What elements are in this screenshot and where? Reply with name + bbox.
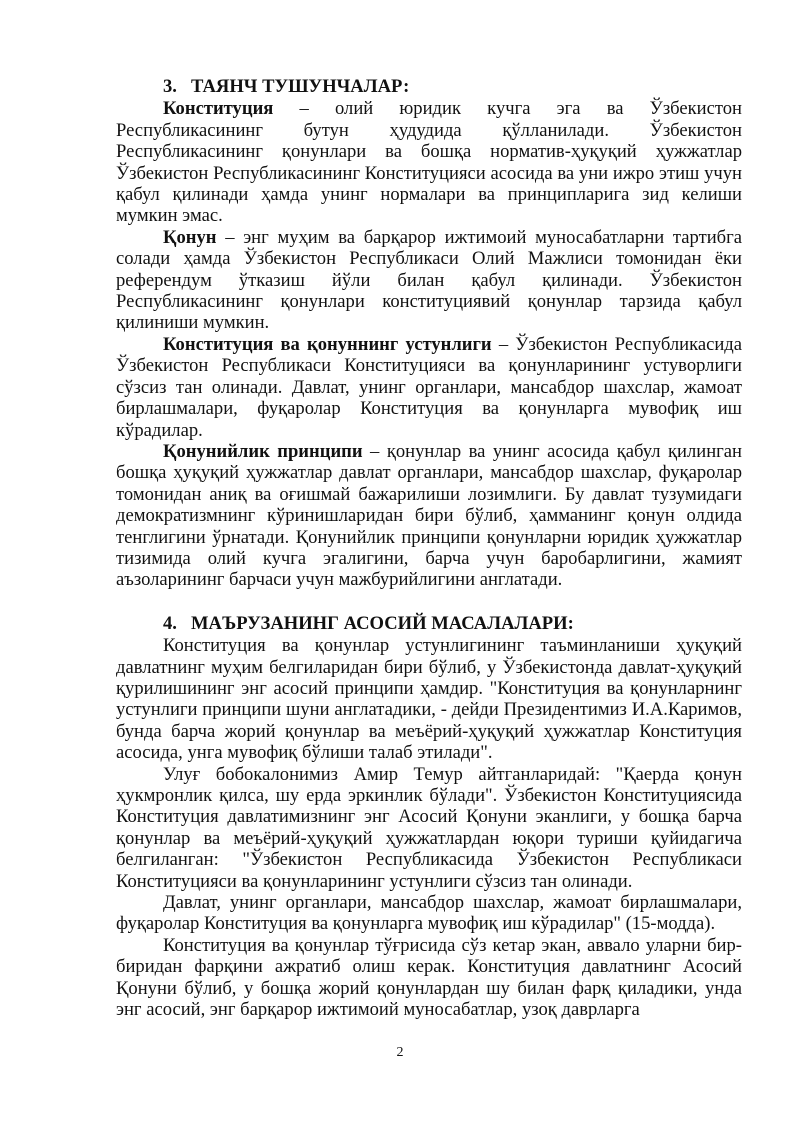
definition-term: Қонунийлик принципи [163, 440, 363, 462]
section-heading-main-issues [116, 613, 742, 634]
section-heading-key-concepts [116, 76, 742, 97]
section-title: МАЪРУЗАНИНГ АСОСИЙ МАСАЛАЛАРИ: [191, 612, 574, 634]
definition-dash: – [491, 333, 516, 355]
definition-text: Ўзбекистон Республикасида Ўзбекистон Республикаси Конституцияси ва қонунларининг устуворлиги сўзсиз тан олинади. Давлат, унинг органлари, мансабдор шахслар, жамоат бирлашмалари, фуқаролар Конституция ва қонунларга мувофиқ иш кўрадилар. [116, 333, 742, 441]
section-spacer [116, 591, 742, 613]
definition-term: Қонун [163, 226, 217, 248]
page-number: 2 [396, 1045, 404, 1060]
body-paragraph: Давлат, унинг органлари, мансабдор шахслар, жамоат бирлашмалари, фуқаролар Конституция ва қонунларга мувофиқ иш кўрадилар" (15-модда). [116, 892, 742, 935]
definition-dash: – [216, 226, 244, 248]
section-number: 4. [163, 612, 177, 634]
definition-paragraph [116, 98, 742, 226]
section-number: 3. [163, 76, 177, 97]
definition-term: Конституция ва қонуннинг устунлиги [163, 333, 492, 355]
definition-term: Конституция [163, 98, 274, 120]
definition-dash: – [273, 98, 335, 120]
definition-paragraph [116, 227, 742, 334]
definition-paragraph [116, 441, 742, 591]
definition-text: олий юридик кучга эга ва Ўзбекистон Республикасининг бутун ҳудудида қўлланилади. Ўзбекистон Республикасининг қонунлари ва бошқа норматив-ҳуқуқий ҳужжатлар Ўзбекистон Республикасининг Конституцияси асосида ва уни ижро этиш учун қабул қилинади ҳамда унинг нормалари ва принципларига зид келиши мумкин эмас. [116, 98, 742, 227]
definition-text: энг муҳим ва барқарор ижтимоий муносабатларни тартибга солади ҳамда Ўзбекистон Республикаси Олий Мажлиси томонидан ёки референдум ўтказиш йўли билан қабул қилинади. Ўзбекистон Республикасининг қонунлари конституциявий қонунлар тарзида қабул қилиниши мумкин. [116, 226, 743, 334]
definition-dash: – [362, 440, 387, 462]
definition-text: қонунлар ва унинг асосида қабул қилинган бошқа ҳуқуқий ҳужжатлар давлат органлари, мансабдор шахслар, фуқаролар томонидан аниқ ва оғишмай бажарилиши лозимлиги. Бу давлат тузумидаги демократизмнинг кўринишларидан бири бўлиб, ҳамманинг қонун олдида тенглигини ўрнатади. Қонунийлик принципи қонунларни юридик ҳужжатлар тизимида олий кучга эгалигини, барча учун баробарлигини, жамият аъзоларининг барчаси учун мажбурийлигини англатади. [116, 440, 742, 591]
body-paragraph: Конституция ва қонунлар устунлигининг таъминланиши ҳуқуқий давлатнинг муҳим белгиларидан бири бўлиб, у Ўзбекистонда давлат-ҳуқуқий қурилишининг энг асосий принципи ҳамдир. "Конституция ва қонунларнинг устунлиги принципи шуни англатадики, - дейди Президентимиз И.А.Каримов, бунда барча жорий қонунлар ва меъёрий-ҳуқуқий ҳужжатлар Конституция асосида, унга мувофиқ бўлиши талаб этилади". [116, 635, 742, 764]
body-paragraph: Конституция ва қонунлар тўғрисида сўз кетар экан, аввало уларни бир-биридан фарқини ажратиб олиш керак. Конституция давлатнинг Асосий Қонуни бўлиб, у бошқа жорий қонунлардан шу билан фарқ қиладики, унда энг асосий, энг барқарор ижтимоий муносабатлар, узоқ даврларга [116, 934, 742, 1021]
definition-paragraph [116, 334, 742, 441]
section-title: ТАЯНЧ ТУШУНЧАЛАР: [191, 76, 410, 97]
document-page [116, 76, 742, 1020]
body-paragraph: Улуғ бобокалонимиз Амир Темур айтганларидай: "Қаерда қонун ҳукмронлик қилса, шу ерда эркинлик бўлади". Ўзбекистон Конституциясида Конституция давлатимизнинг энг Асосий Қонуни эканлиги, у бошқа барча қонунлар ва меъёрий-ҳуқуқий ҳужжатлардан юқори туриши қуйидагича белгиланган: "Ўзбекистон Республикасида Ўзбекистон Республикаси Конституцияси ва қонунларининг устунлиги сўзсиз тан олинади. [116, 763, 742, 892]
